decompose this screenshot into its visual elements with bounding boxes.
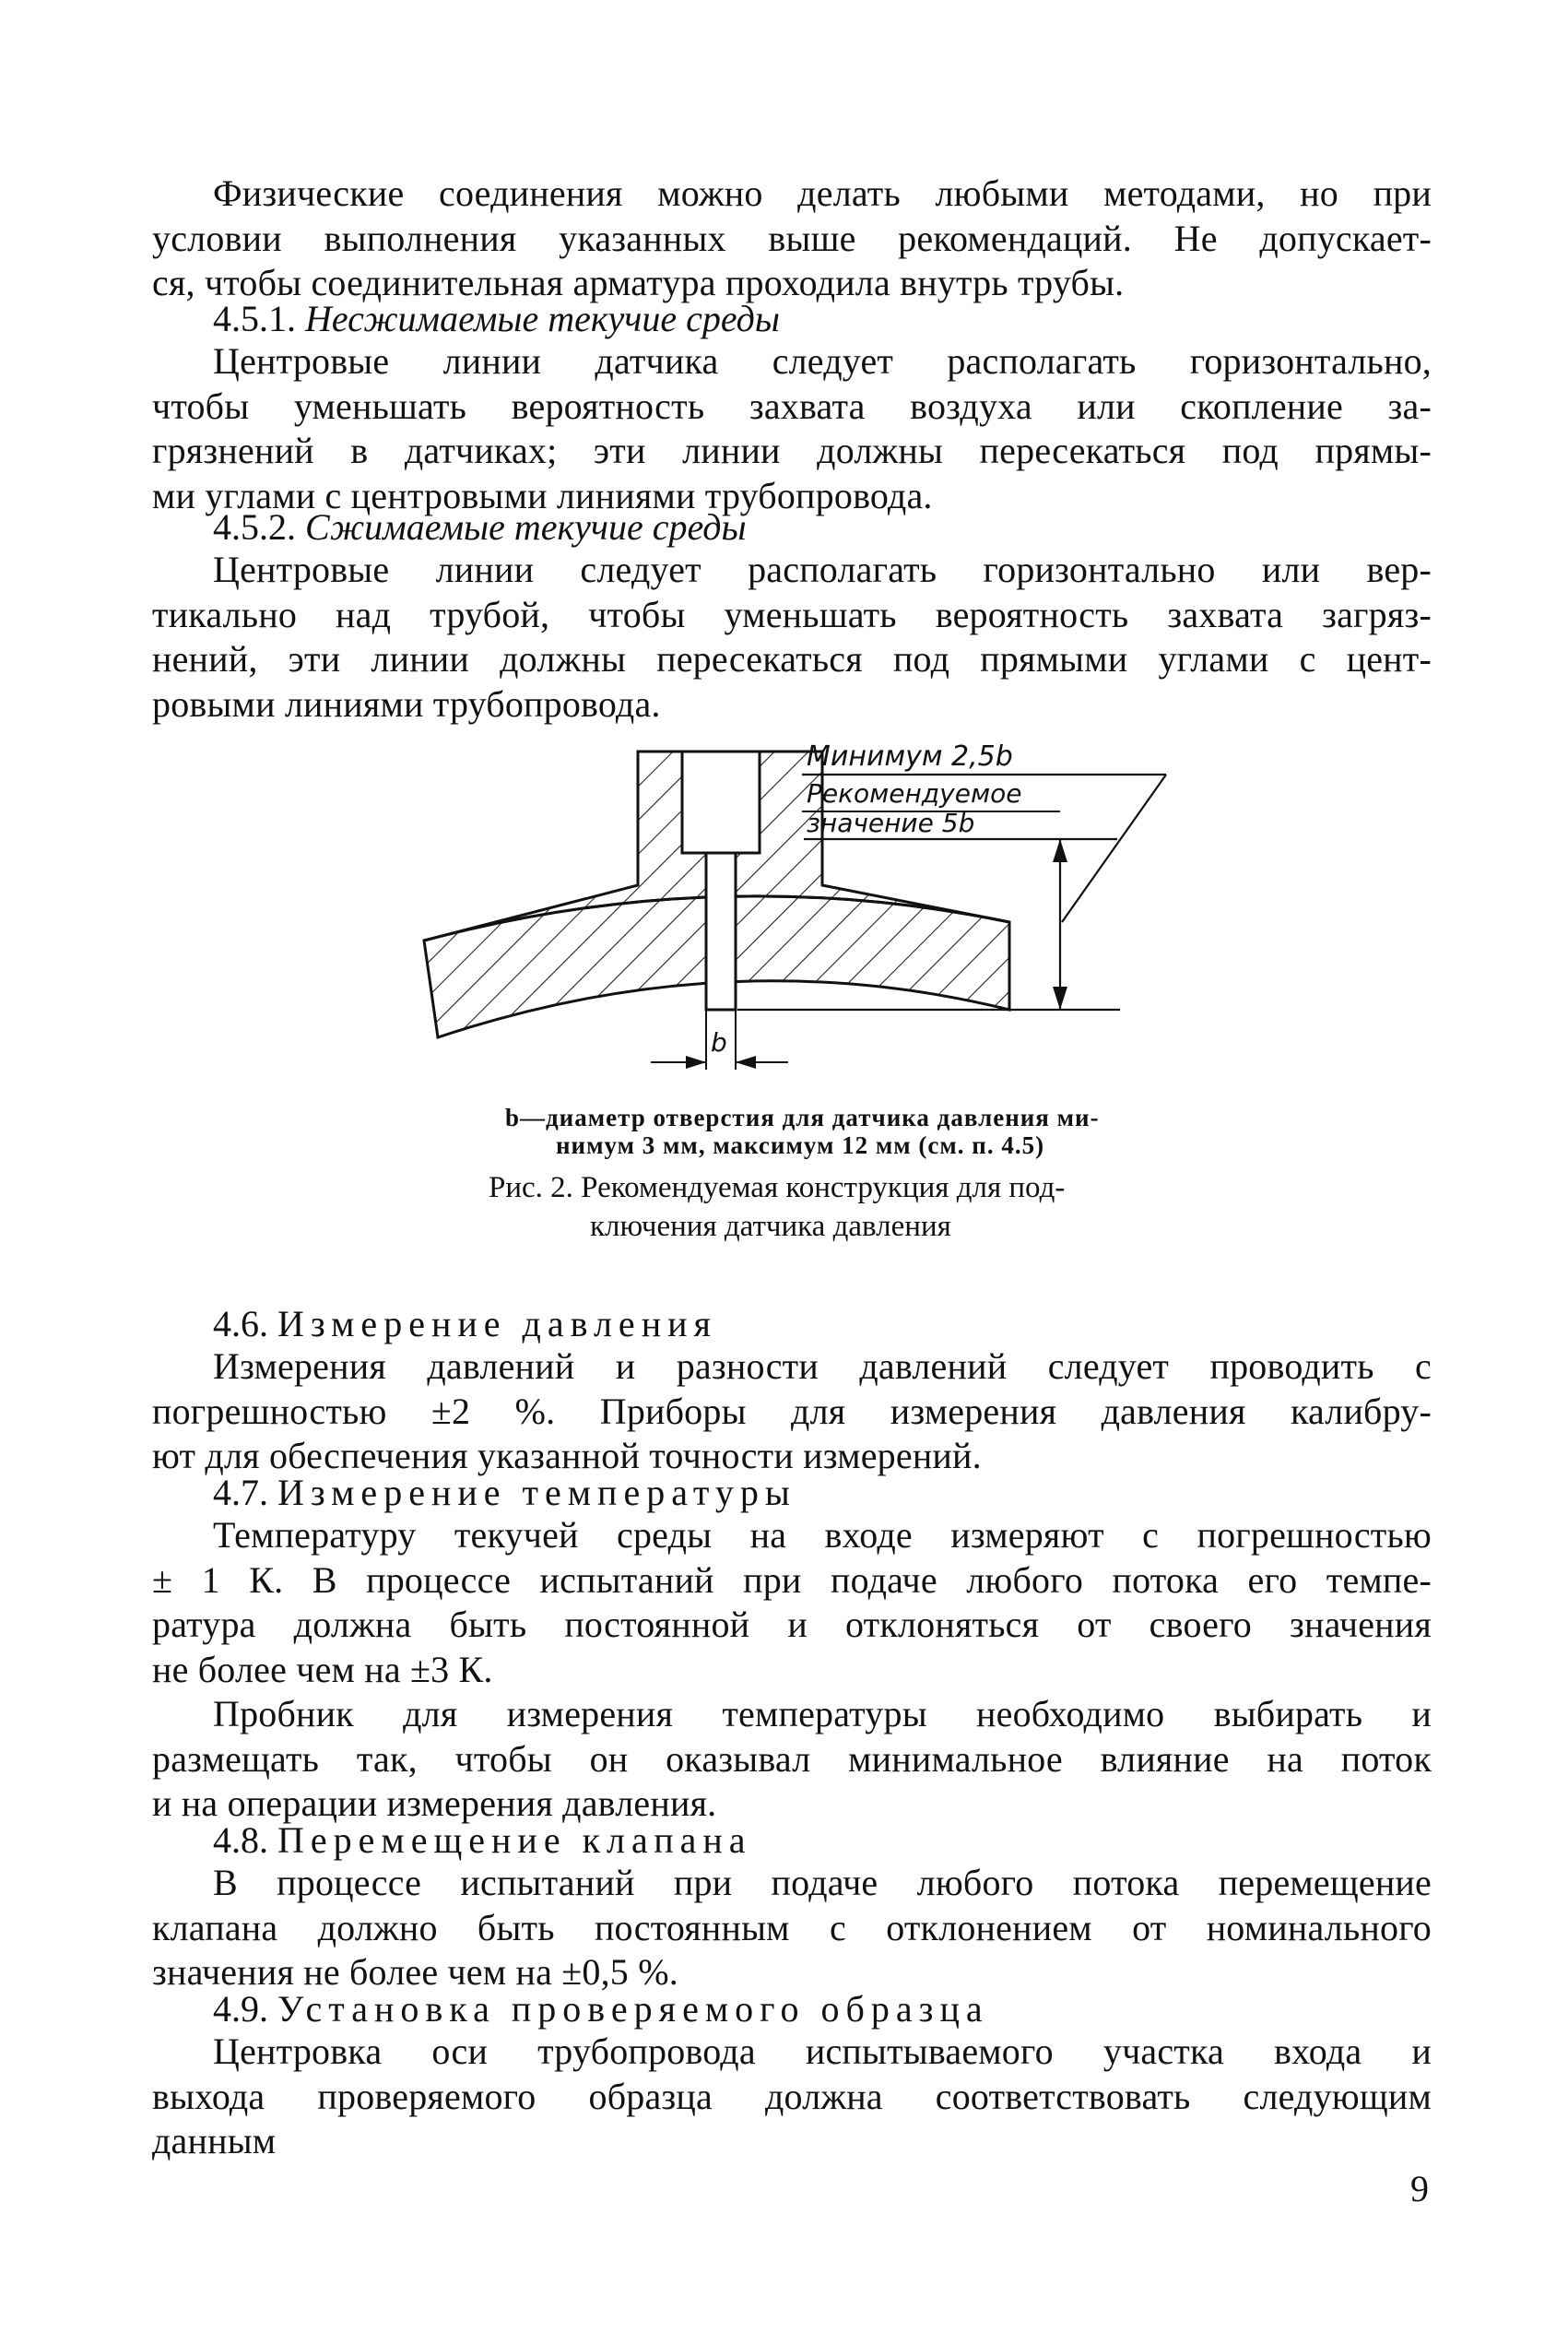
- text-line: погрешностью ±2 %. Приборы для измерения давления калибру-: [152, 1390, 1432, 1432]
- section-number: 4.5.2.: [213, 506, 296, 548]
- paragraph-valve-travel: [152, 1861, 1432, 1995]
- section-title: Сжимаемые текучие среды: [305, 506, 747, 548]
- text-line: Пробник для измерения температуры необходимо выбирать и: [213, 1693, 1432, 1734]
- section-number: 4.7.: [213, 1472, 268, 1513]
- text-line: выхода проверяемого образца должна соответствовать следующим: [152, 2075, 1432, 2117]
- figure-note-line-2: нимум 3 мм, максимум 12 мм (см. п. 4.5): [556, 1131, 1045, 1159]
- text-line: чтобы уменьшать вероятность захвата воздуха или скопление за-: [152, 385, 1432, 427]
- text-line: клапана должно быть постоянным с отклонением от номинального: [152, 1906, 1432, 1948]
- text-line: ми углами с центровыми линиями трубопровода.: [152, 474, 933, 516]
- paragraph-pressure-measurement: [152, 1344, 1432, 1479]
- section-heading-4-9: [213, 1987, 989, 2031]
- figure-caption-line-2: ключения датчика давления: [590, 1210, 951, 1243]
- section-heading-4-7: [213, 1471, 796, 1515]
- figure-note-line-1: b—диаметр отверстия для датчика давления ми-: [505, 1104, 1100, 1131]
- text-line: грязнений в датчиках; эти линии должны пересекаться под прямы-: [152, 430, 1432, 471]
- text-line: В процессе испытаний при подаче любого потока перемещение: [213, 1862, 1432, 1903]
- label-minimum: Минимум 2,5b: [807, 740, 1013, 773]
- text-line: значения не более чем на ±0,5 %.: [152, 1951, 678, 1993]
- section-heading-4-8: [213, 1818, 752, 1863]
- label-b: b: [711, 1027, 727, 1058]
- text-line: ся, чтобы соединительная арматура проходила внутрь трубы.: [152, 262, 1125, 303]
- label-recommended-2: значение 5b: [807, 808, 975, 838]
- text-line: Измерения давлений и разности давлений следует проводить с: [213, 1345, 1432, 1387]
- section-number: 4.9.: [213, 1988, 268, 2030]
- section-number: 4.8.: [213, 1819, 268, 1861]
- section-number: 4.5.1.: [213, 298, 296, 339]
- text-line: размещать так, чтобы он оказывал минимальное влияние на поток: [152, 1737, 1432, 1780]
- text-line: условии выполнения указанных выше рекомендаций. Не допускает-: [152, 217, 1432, 259]
- paragraph-temperature: [152, 1513, 1432, 1692]
- counterbore: [682, 752, 760, 853]
- text-line: ± 1 К. В процессе испытаний при подаче любого потока его темпе-: [152, 1558, 1432, 1601]
- section-title: Измерение температуры: [277, 1472, 796, 1513]
- paragraph-specimen-installation: [152, 2030, 1432, 2164]
- text-line: Физические соединения можно делать любыми методами, но при: [213, 172, 1432, 214]
- text-line: Центровые линии следует располагать горизонтально или вер-: [213, 549, 1432, 590]
- text-line: и на операции измерения давления.: [152, 1782, 717, 1824]
- text-line: ровыми линиями трубопровода.: [152, 682, 661, 725]
- text-line: ют для обеспечения указанной точности измерений.: [152, 1435, 982, 1476]
- page-number: 9: [1410, 2168, 1429, 2209]
- figure-caption-line-1: Рис. 2. Рекомендуемая конструкция для под-: [489, 1171, 1066, 1204]
- text-line: тикально над трубой, чтобы уменьшать вероятность захвата загряз-: [152, 593, 1432, 635]
- section-title: Установка проверяемого образца: [277, 1988, 989, 2030]
- section-number: 4.6.: [213, 1303, 268, 1344]
- section-title: Перемещение клапана: [277, 1819, 752, 1861]
- text-line: ратура должна быть постоянной и отклоняться от своего значения: [152, 1604, 1432, 1645]
- section-title: Несжимаемые текучие среды: [305, 298, 780, 339]
- label-recommended-1: Рекомендуемое: [807, 778, 1022, 809]
- tap-hole: [706, 853, 736, 1010]
- text-line: не более чем на ±3 К.: [152, 1648, 493, 1690]
- text-line: Температуру текучей среды на входе измеряют с погрешностью: [213, 1514, 1432, 1556]
- section-title: Измерение давления: [277, 1303, 717, 1344]
- text-line: данным: [152, 2120, 277, 2161]
- text-line: нений, эти линии должны пересекаться под прямыми углами с цент-: [152, 638, 1432, 680]
- text-line: Центровка оси трубопровода испытываемого участка входа и: [213, 2030, 1432, 2072]
- section-heading-4-6: [213, 1302, 717, 1346]
- text-line: Центровые линии датчика следует располагать горизонтально,: [213, 340, 1432, 382]
- paragraph-temperature-probe: [152, 1692, 1432, 1827]
